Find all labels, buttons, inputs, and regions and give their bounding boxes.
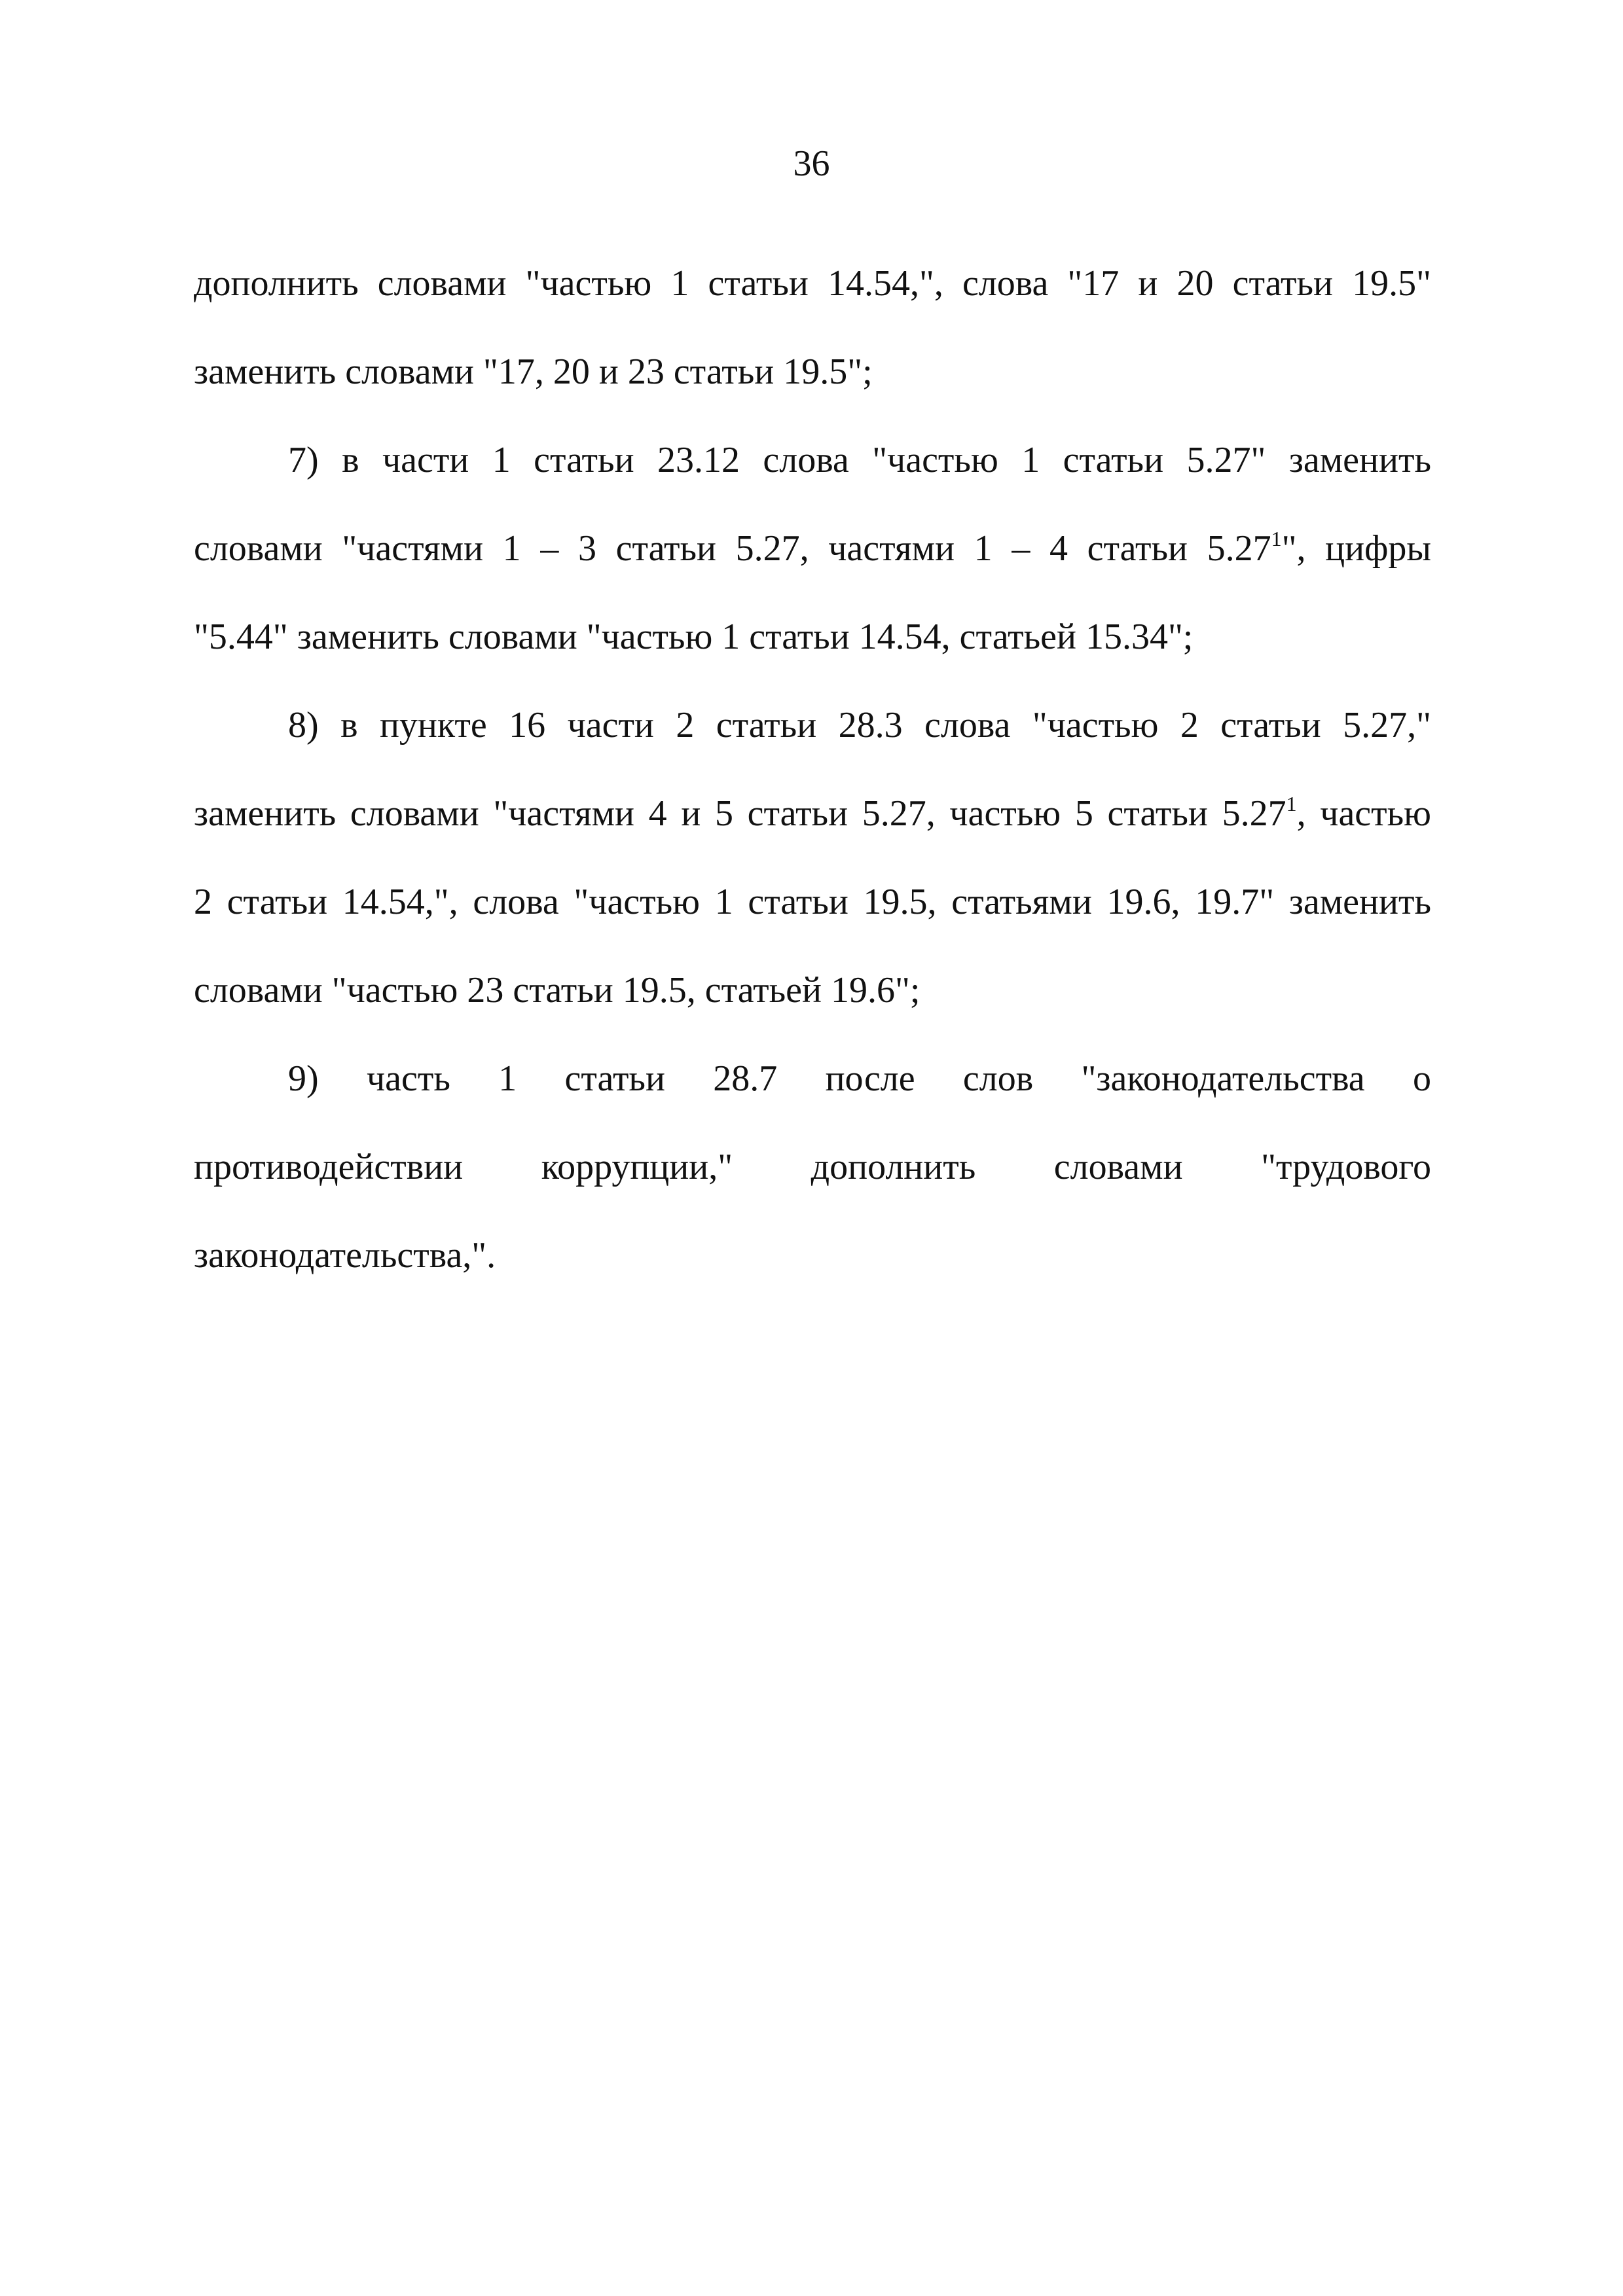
text-line: 8) в пункте 16 части 2 статьи 28.3 слова "частью 2 статьи 5.27,"	[288, 705, 1431, 745]
text-fragment: , частью	[1296, 793, 1431, 834]
paragraph-item-8	[194, 681, 1431, 1035]
superscript: 1	[1286, 792, 1297, 816]
text-line: 7) в части 1 статьи 23.12 слова "частью 1 статьи 5.27" заменить	[288, 440, 1431, 480]
text-line: дополнить словами "частью 1 статьи 14.54,", слова "17 и 20 статьи 19.5"	[194, 263, 1431, 304]
superscript: 1	[1271, 527, 1282, 550]
text-line: противодействии коррупции," дополнить словами "трудового	[194, 1147, 1431, 1187]
text-line	[194, 770, 1431, 858]
text-line	[194, 505, 1431, 593]
text-fragment: заменить словами "частями 4 и 5 статьи 5.27, частью 5 статьи 5.27	[194, 793, 1286, 834]
text-fragment: словами "частями 1 – 3 статьи 5.27, частями 1 – 4 статьи 5.27	[194, 528, 1271, 569]
text-fragment: ", цифры	[1281, 528, 1432, 569]
text-line: "5.44" заменить словами "частью 1 статьи 14.54, статьей 15.34";	[194, 617, 1194, 657]
text-line: словами "частью 23 статьи 19.5, статьей 19.6";	[194, 970, 921, 1011]
text-line: 9) часть 1 статьи 28.7 после слов "законодательства о	[288, 1058, 1431, 1099]
text-line: законодательства,".	[194, 1235, 496, 1276]
document-body	[194, 240, 1431, 1300]
paragraph-item-9	[194, 1035, 1431, 1300]
page-number: 36	[793, 143, 830, 184]
text-line: 2 статьи 14.54,", слова "частью 1 статьи 19.5, статьями 19.6, 19.7" заменить	[194, 882, 1431, 922]
text-line: заменить словами "17, 20 и 23 статьи 19.5";	[194, 351, 873, 392]
paragraph-item-7	[194, 416, 1431, 681]
paragraph-continuation	[194, 240, 1431, 416]
